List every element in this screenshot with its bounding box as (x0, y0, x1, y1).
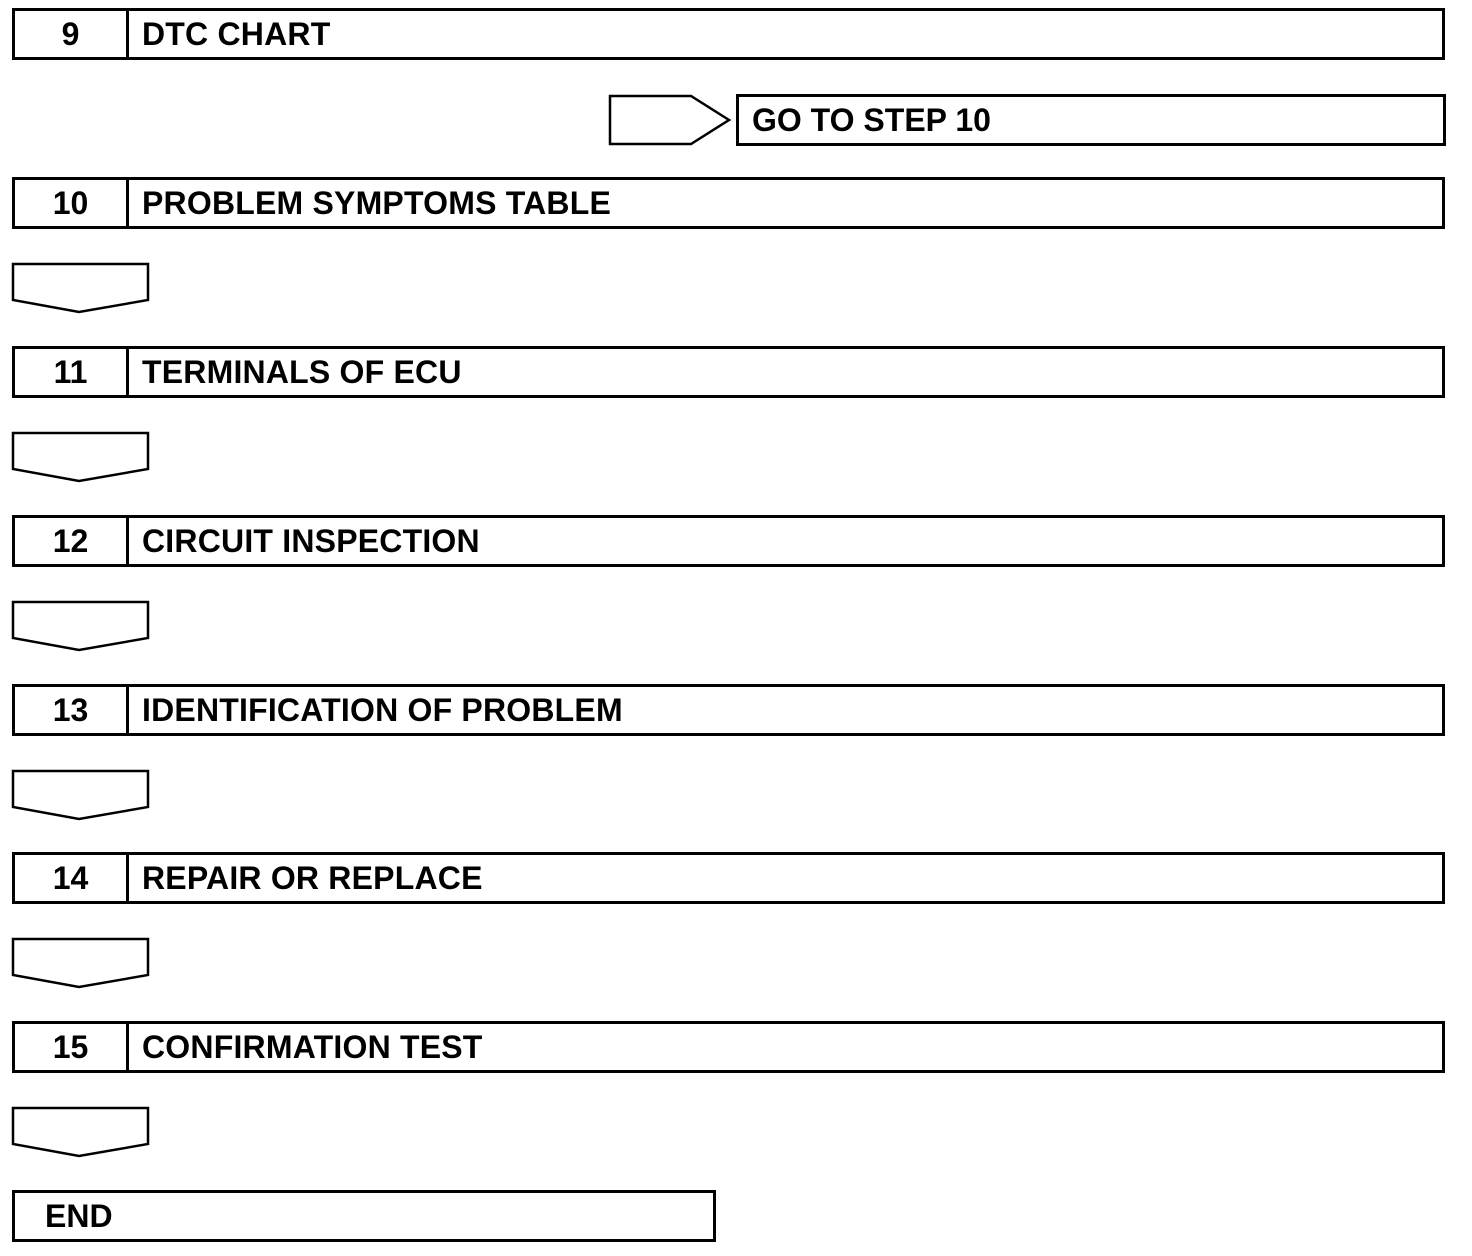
step-number: 14 (15, 855, 129, 901)
down-arrow-icon (11, 431, 151, 483)
step-number: 13 (15, 687, 129, 733)
goto-step-box (736, 94, 1446, 146)
step-number: 10 (15, 180, 129, 226)
step-number: 15 (15, 1024, 129, 1070)
down-arrow-icon (11, 262, 151, 314)
goto-step-label: GO TO STEP 10 (752, 101, 991, 138)
step-10-row (12, 177, 1445, 229)
right-arrow-icon (608, 94, 732, 146)
step-title: DTC CHART (142, 15, 331, 52)
step-12-row (12, 515, 1445, 567)
end-box (12, 1190, 716, 1242)
step-11-row (12, 346, 1445, 398)
down-arrow-icon (11, 769, 151, 821)
step-13-row (12, 684, 1445, 736)
down-arrow-icon (11, 937, 151, 989)
step-title: TERMINALS OF ECU (142, 353, 462, 390)
down-arrow-icon (11, 1106, 151, 1158)
step-title: CONFIRMATION TEST (142, 1028, 483, 1065)
end-label: END (45, 1197, 113, 1234)
step-15-row (12, 1021, 1445, 1073)
step-number: 11 (15, 349, 129, 395)
step-9-row (12, 8, 1445, 60)
step-title: PROBLEM SYMPTOMS TABLE (142, 184, 612, 221)
step-number: 9 (15, 11, 129, 57)
step-title: CIRCUIT INSPECTION (142, 522, 480, 559)
step-14-row (12, 852, 1445, 904)
step-number: 12 (15, 518, 129, 564)
step-title: IDENTIFICATION OF PROBLEM (142, 691, 623, 728)
step-title: REPAIR OR REPLACE (142, 859, 483, 896)
down-arrow-icon (11, 600, 151, 652)
